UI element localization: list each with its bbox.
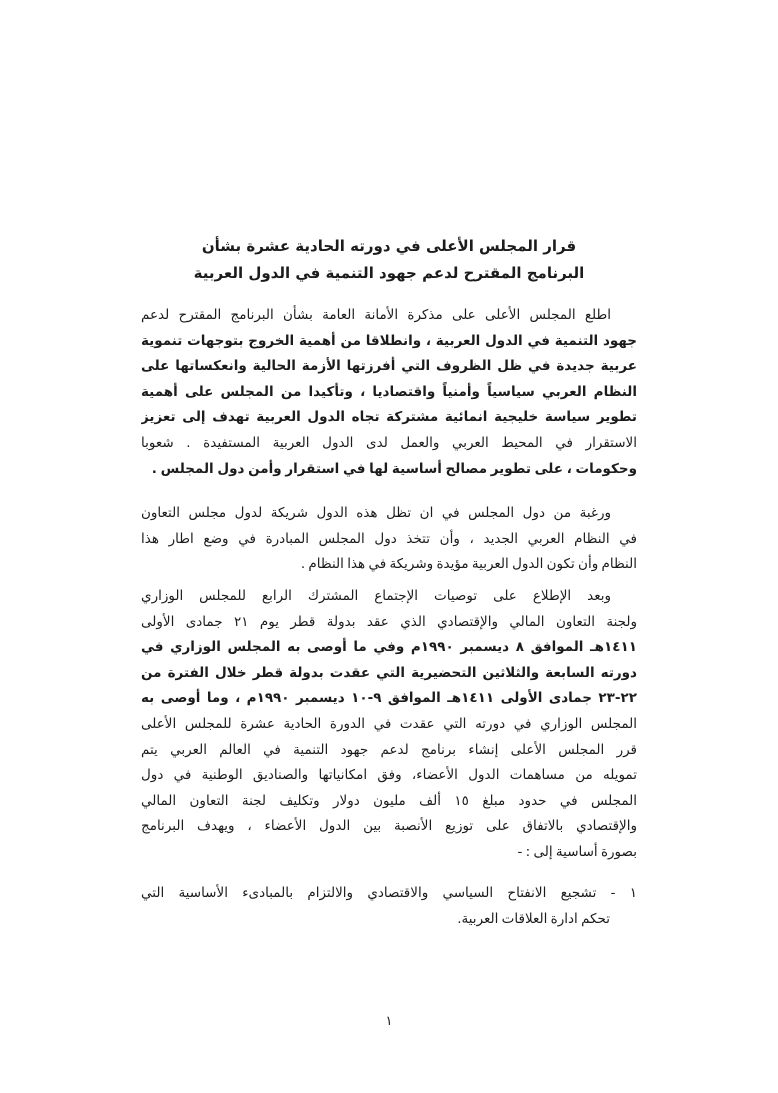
text-line: ٢٢-٢٣ جمادى الأولى ١٤١١هـ الموافق ٩-١٠ ديسمبر ١٩٩٠م ، وما أوصى به xyxy=(141,690,637,707)
text-line: والإقتصادي بالاتفاق على توزيع الأنصبة بين الدول الأعضاء ، ويهدف البرنامج xyxy=(141,818,637,835)
title-line-2: البرنامج المقترح لدعم جهود التنمية في الدول العربية xyxy=(193,264,585,282)
text-line: تحكم ادارة العلاقات العربية. xyxy=(457,911,610,928)
text-line: في النظام العربي الجديد ، وأن تتخذ دول المجلس المبادرة في وضع اطار هذا xyxy=(141,530,637,547)
text-line: عربية جديدة في ظل الظروف التي أفرزتها الأزمة الحالية وانعكساتها على xyxy=(141,358,637,375)
text-line: المجلس في حدود مبلغ ١٥ ألف مليون دولار وتكليف لجنة التعاون المالي xyxy=(141,792,637,809)
list-item-1 xyxy=(141,881,637,932)
text-line: ورغبة من دول المجلس في ان تظل هذه الدول شريكة لدول مجلس التعاون xyxy=(141,505,611,522)
text-line: المجلس الوزاري في دورته التي عقدت في الدورة الحادية عشرة للمجلس الأعلى xyxy=(141,715,637,732)
text-line: ١٤١١هـ الموافق ٨ ديسمبر ١٩٩٠م وفي ما أوصى به المجلس الوزاري في xyxy=(141,639,637,656)
text-line: ١ - تشجيع الانفتاح السياسي والاقتصادي والالتزام بالمبادىء الأساسية التي xyxy=(141,885,637,902)
document-text-block xyxy=(141,233,637,933)
paragraph-2 xyxy=(141,501,637,578)
text-line: ولجنة التعاون المالي والإقتصادي الذي عقد بدولة قطر يوم ٢١ جمادى الأولى xyxy=(141,613,637,630)
text-line: اطلع المجلس الأعلى على مذكرة الأمانة العامة بشأن البرنامج المقترح لدعم xyxy=(141,307,611,323)
page-number: ١ xyxy=(385,1014,393,1029)
title-line-1: قرار المجلس الأعلى في دورته الحادية عشرة بشأن xyxy=(201,237,577,255)
text-line: قرر المجلس الأعلى إنشاء برنامج لدعم جهود التنمية في العالم العربي يتم xyxy=(141,741,637,758)
text-line: دورته السابعة والثلاثين التحضيرية التي عقدت بدولة قطر خلال الفترة من xyxy=(141,664,637,681)
text-line: جهود التنمية في الدول العربية ، وانطلاقا من أهمية الخروج بتوجهات تنموية xyxy=(141,332,637,349)
text-line: النظام وأن تكون الدول العربية مؤيدة وشريكة في هذا النظام . xyxy=(300,556,637,573)
document-body xyxy=(141,303,637,933)
text-line: الاستقرار في المحيط العربي والعمل لدى الدول العربية المستفيدة . شعوبا xyxy=(141,434,637,451)
text-line: تطوير سياسة خليجية انمائية مشتركة تجاه الدول العربية تهدف إلى تعزيز xyxy=(141,409,637,426)
text-line: وحكومات ، على تطوير مصالح أساسية لها في استقرار وأمن دول المجلس . xyxy=(151,460,637,477)
paragraph-3 xyxy=(141,584,637,866)
text-line: بصورة أساسية إلى : - xyxy=(517,843,637,860)
paragraph-1 xyxy=(141,303,637,482)
text-line: تمويله من مساهمات الدول الأعضاء، وفق امكانياتها والصناديق الوطنية في دول xyxy=(141,767,637,784)
text-line: النظام العربي سياسياً وأمنياً واقتصاديا ، وتأكيدا من المجلس على أهمية xyxy=(141,383,637,400)
document-title xyxy=(141,233,637,287)
text-line: وبعد الإطلاع على توصيات الإجتماع المشترك الرابع للمجلس الوزاري xyxy=(141,587,611,604)
